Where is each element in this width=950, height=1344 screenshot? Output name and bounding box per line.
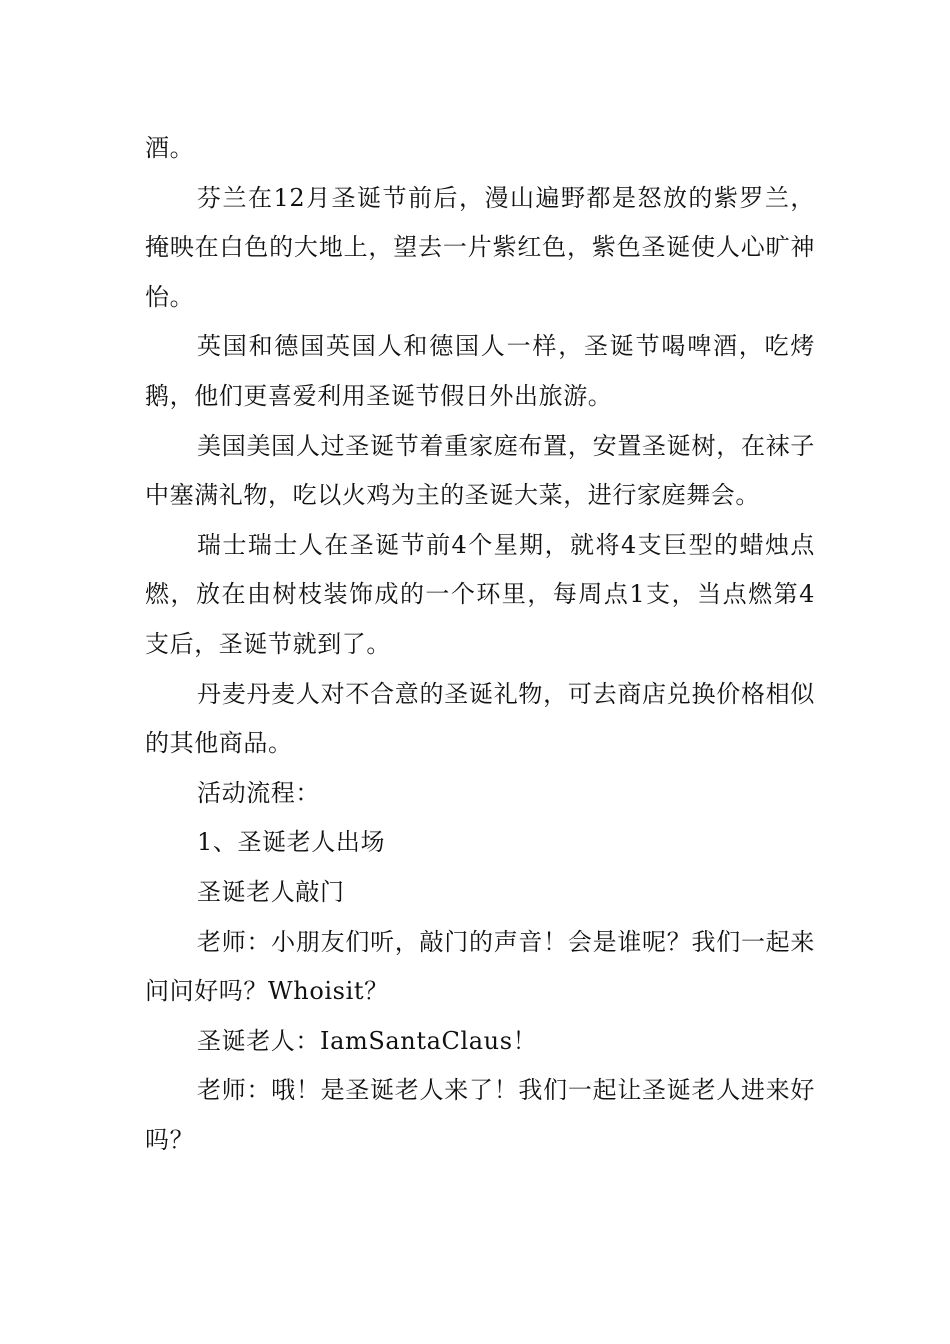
paragraph-11: 圣诞老人：IamSantaClaus！ [197, 1026, 538, 1055]
paragraph-3: 英国和德国英国人和德国人一样，圣诞节喝啤酒，吃烤鹅，他们更喜爱利用圣诞节假日外出旅游。 [145, 332, 815, 410]
paragraph-10: 老师：小朋友们听，敲门的声音！会是谁呢？我们一起来问问好吗？Whoisit？ [145, 927, 815, 1006]
paragraph-7: 活动流程： [197, 778, 320, 807]
paragraph-4: 美国美国人过圣诞节着重家庭布置，安置圣诞树，在袜子中塞满礼物，吃以火鸡为主的圣诞大菜，进行家庭舞会。 [145, 431, 815, 510]
paragraph-1: 酒。 [145, 134, 195, 162]
paragraph-6: 丹麦丹麦人对不合意的圣诞礼物，可去商店兑换价格相似的其他商品。 [145, 679, 815, 758]
paragraph-8: 1、圣诞老人出场 [197, 828, 386, 857]
document-body [145, 124, 815, 1165]
paragraph-5: 瑞士瑞士人在圣诞节前4个星期，就将4支巨型的蜡烛点燃，放在由树枝装饰成的一个环里，每周点1支，当点燃第4支后，圣诞节就到了。 [145, 530, 815, 658]
paragraph-12: 老师：哦！是圣诞老人来了！我们一起让圣诞老人进来好吗？ [145, 1076, 815, 1154]
paragraph-9: 圣诞老人敲门 [197, 877, 345, 906]
paragraph-2: 芬兰在12月圣诞节前后，漫山遍野都是怒放的紫罗兰，掩映在白色的大地上，望去一片紫红色，紫色圣诞使人心旷神怡。 [145, 183, 815, 311]
